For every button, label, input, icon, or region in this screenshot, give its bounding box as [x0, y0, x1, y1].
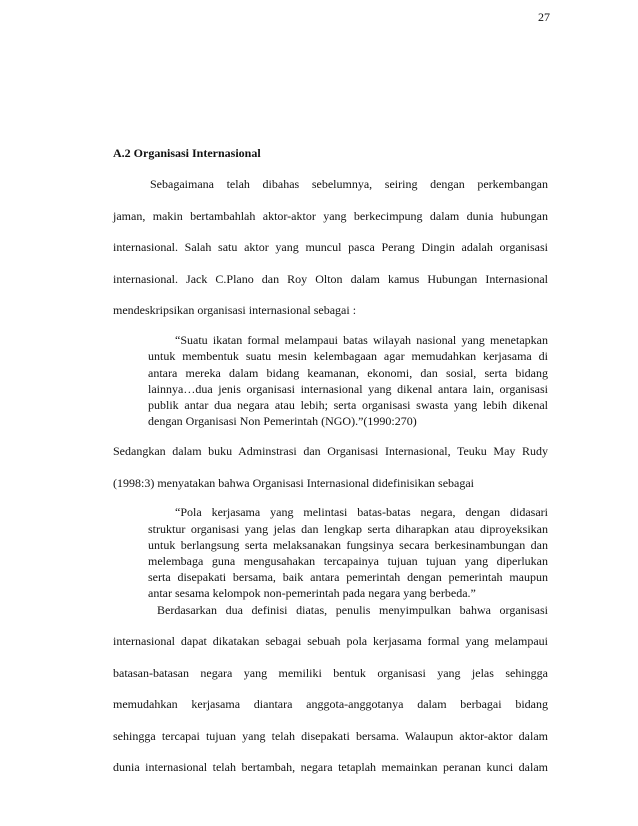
paragraph-line: (1998:3) menyatakan bahwa Organisasi Internasional didefinisikan sebagai: [113, 476, 475, 490]
quote-line: “Suatu ikatan formal melampaui batas wilayah nasional yang menetapkan: [175, 333, 548, 347]
quote-line: serta disepakati bersama, baik antara pemerintah dengan pemerintah maupun: [148, 570, 548, 584]
quote-line: lainnya…dua jenis organisasi internasional yang dikenal antara lain, organisasi: [148, 382, 548, 396]
paragraph-line: Sebagaimana telah dibahas sebelumnya, seiring dengan perkembangan: [150, 177, 548, 191]
quote-line: “Pola kerjasama yang melintasi batas-batas negara, dengan didasari: [175, 505, 548, 519]
paragraph-line: internasional dapat dikatakan sebagai sebuah pola kerjasama formal yang melampaui: [113, 634, 548, 648]
paragraph-line: batasan-batasan negara yang memiliki bentuk organisasi yang jelas sehingga: [113, 666, 548, 680]
quote-line: untuk membentuk suatu mesin kelembagaan agar memudahkan kerjasama di: [148, 349, 548, 363]
paragraph-line: Berdasarkan dua definisi diatas, penulis menyimpulkan bahwa organisasi: [157, 603, 548, 617]
paragraph-line: Sedangkan dalam buku Adminstrasi dan Organisasi Internasional, Teuku May Rudy: [113, 444, 548, 458]
page-number: 27: [538, 10, 550, 24]
quote-line: antara mereka dalam bidang keamanan, ekonomi, dan sosial, serta bidang: [148, 366, 548, 380]
paragraph-line: internasional. Salah satu aktor yang muncul pasca Perang Dingin adalah organisasi: [113, 240, 548, 254]
paragraph-line: internasional. Jack C.Plano dan Roy Olton dalam kamus Hubungan Internasional: [113, 272, 548, 286]
quote-line: antar sesama kelompok non-pemerintah pada negara yang berbeda.”: [148, 586, 476, 600]
quote-line: untuk berlangsung serta melaksanakan fungsinya secara berkesinambungan dan: [148, 538, 548, 552]
quote-line: melembaga guna mengusahakan tercapainya tujuan tujuan yang diperlukan: [148, 554, 548, 568]
paragraph-line: sehingga tercapai tujuan yang telah disepakati bersama. Walaupun aktor-aktor dalam: [113, 729, 548, 743]
quote-line: dengan Organisasi Non Pemerintah (NGO).”(1990:270): [148, 414, 417, 428]
quote-line: publik antar dua negara atau lebih; serta organisasi swasta yang lebih dikenal: [148, 398, 548, 412]
paragraph-line: jaman, makin bertambahlah aktor-aktor yang berkecimpung dalam dunia hubungan: [113, 209, 548, 223]
section-heading: A.2 Organisasi Internasional: [113, 146, 261, 160]
paragraph-line: dunia internasional telah bertambah, negara tetaplah memainkan peranan kunci dalam: [113, 760, 548, 774]
paragraph-line: mendeskripsikan organisasi internasional sebagai :: [113, 303, 357, 317]
paragraph-line: memudahkan kerjasama diantara anggota-anggotanya dalam berbagai bidang: [113, 697, 548, 711]
quote-line: struktur organisasi yang jelas dan lengkap serta diharapkan atau diproyeksikan: [148, 522, 548, 536]
